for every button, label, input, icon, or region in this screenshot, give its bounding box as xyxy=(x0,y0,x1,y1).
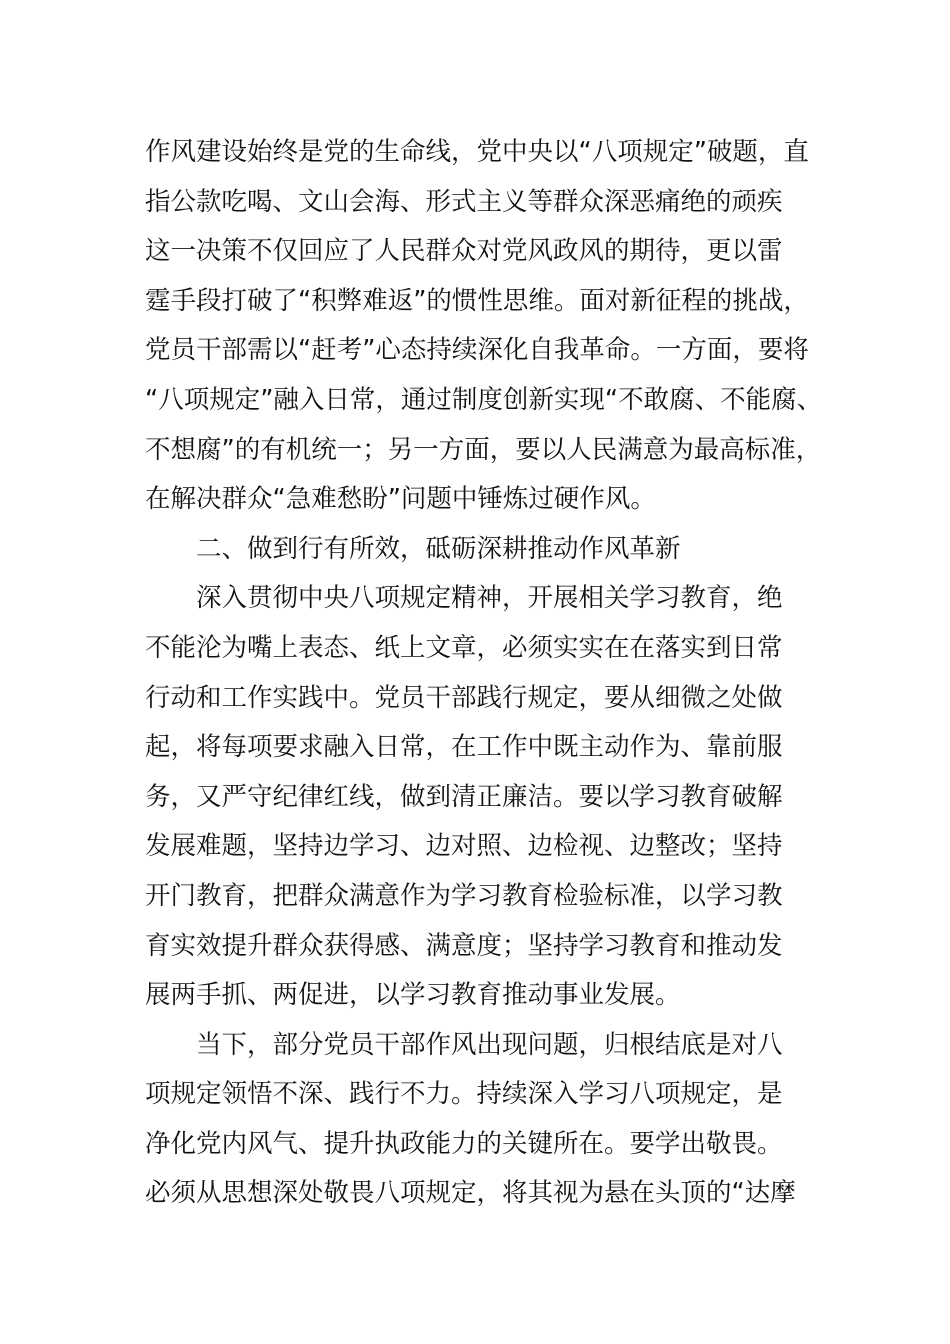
text-line: 党员干部需以“赶考”心态持续深化自我革命。一方面，要将 xyxy=(145,335,809,366)
text-line: 行动和工作实践中。党员干部践行规定，要从细微之处做 xyxy=(145,682,783,713)
text-line: 净化党内风气、提升执政能力的关键所在。要学出敬畏。 xyxy=(145,1128,783,1159)
text-line: 起，将每项要求融入日常，在工作中既主动作为、靠前服 xyxy=(145,732,783,763)
text-line: 项规定领悟不深、践行不力。持续深入学习八项规定，是 xyxy=(145,1079,783,1110)
text-line: “八项规定”融入日常，通过制度创新实现“不敢腐、不能腐、 xyxy=(145,384,823,415)
text-line: 不想腐”的有机统一；另一方面，要以人民满意为最高标准， xyxy=(145,434,822,465)
text-line: 务，又严守纪律红线，做到清正廉洁。要以学习教育破解 xyxy=(145,781,783,812)
text-line: 不能沦为嘴上表态、纸上文章，必须实实在在落实到日常 xyxy=(145,632,783,663)
text-line: 发展难题，坚持边学习、边对照、边检视、边整改；坚持 xyxy=(145,831,783,862)
text-line: 霆手段打破了“积弊难返”的惯性思维。面对新征程的挑战， xyxy=(145,285,809,316)
text-line: 这一决策不仅回应了人民群众对党风政风的期待，更以雷 xyxy=(145,236,783,267)
text-line: 开门教育，把群众满意作为学习教育检验标准，以学习教 xyxy=(145,880,783,911)
text-line: 指公款吃喝、文山会海、形式主义等群众深恶痛绝的顽疾 xyxy=(145,186,783,217)
text-line: 必须从思想深处敬畏八项规定，将其视为悬在头顶的“达摩 xyxy=(145,1178,796,1209)
text-line: 在解决群众“急难愁盼”问题中锤炼过硬作风。 xyxy=(145,484,656,515)
text-line: 当下，部分党员干部作风出现问题，归根结底是对八 xyxy=(196,1029,783,1060)
text-line: 深入贯彻中央八项规定精神，开展相关学习教育，绝 xyxy=(196,583,783,614)
text-line: 展两手抓、两促进，以学习教育推动事业发展。 xyxy=(145,980,681,1011)
document-body xyxy=(145,128,835,1219)
section-heading: 二、做到行有所效，砥砺深耕推动作风革新 xyxy=(196,533,681,564)
text-line: 育实效提升群众获得感、满意度；坚持学习教育和推动发 xyxy=(145,930,783,961)
text-line: 作风建设始终是党的生命线，党中央以“八项规定”破题，直 xyxy=(145,137,809,167)
